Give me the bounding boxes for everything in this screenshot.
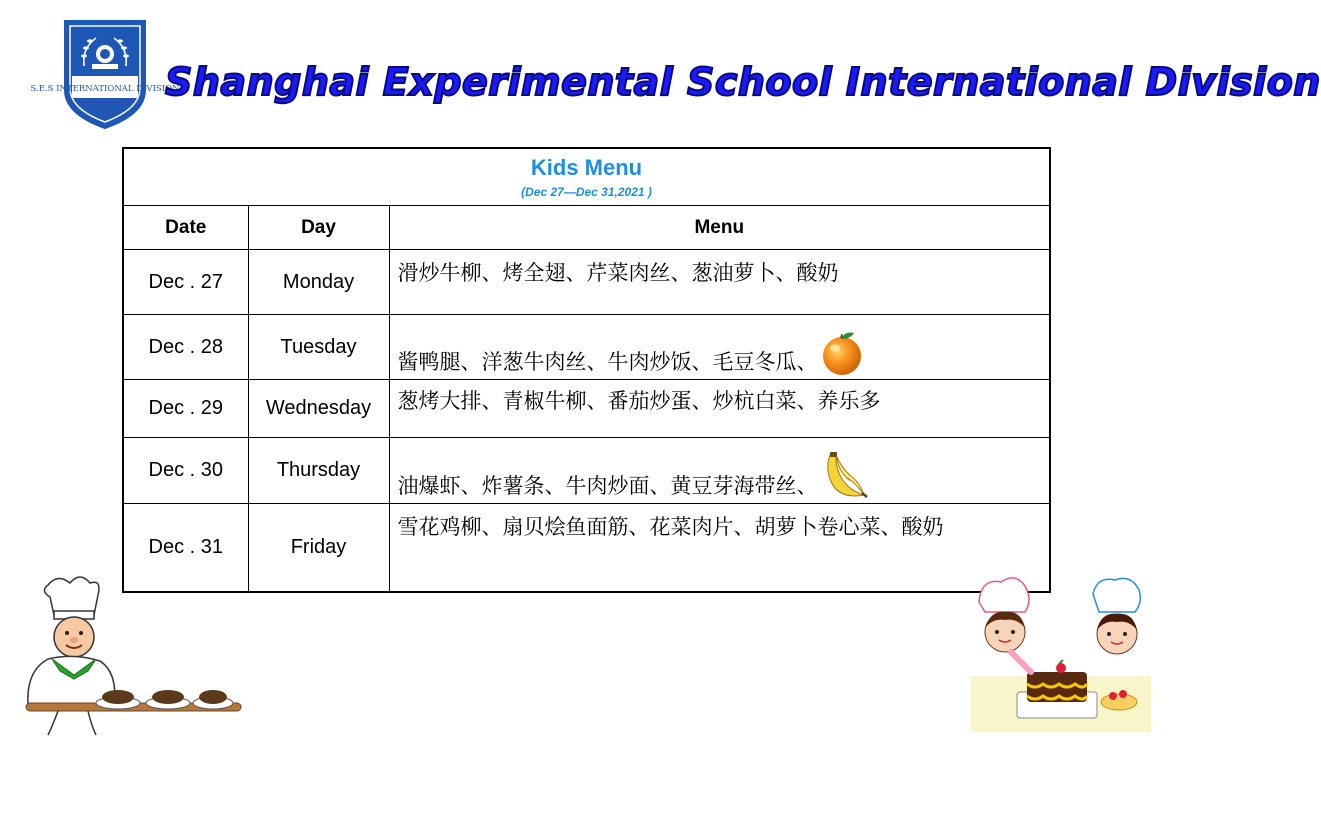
column-header-day: Day: [248, 206, 389, 250]
menu-header-row: [123, 206, 1050, 250]
menu-caption-row: [123, 148, 1050, 206]
school-name-title: Shanghai Experimental School International Division: [165, 60, 1321, 104]
school-logo: [30, 18, 180, 130]
table-row: [123, 438, 1050, 504]
row-date: Dec . 28: [123, 315, 248, 380]
row-date: Dec . 31: [123, 504, 248, 592]
column-header-menu: Menu: [389, 206, 1050, 250]
row-date: Dec . 29: [123, 380, 248, 438]
menu-date-range: (Dec 27—Dec 31,2021 ): [521, 185, 652, 199]
row-day: Friday: [248, 504, 389, 592]
logo-text: S.E.S INTERNATIONAL DIVISION: [30, 84, 180, 94]
banana-icon: [820, 451, 870, 501]
table-row: [123, 504, 1050, 592]
orange-icon: [820, 329, 866, 377]
row-menu: 滑炒牛柳、烤全翅、芹菜肉丝、葱油萝卜、酸奶: [389, 250, 1050, 315]
row-menu-cell: [389, 438, 1050, 504]
table-row: [123, 380, 1050, 438]
column-header-date: Date: [123, 206, 248, 250]
row-day: Monday: [248, 250, 389, 315]
row-date: Dec . 27: [123, 250, 248, 315]
row-menu: 酱鸭腿、洋葱牛肉丝、牛肉炒饭、毛豆冬瓜、: [397, 350, 818, 374]
kids-baking-cake-illustration: [971, 572, 1151, 732]
chef-illustration: [18, 575, 230, 737]
menu-caption: [123, 148, 1050, 206]
row-menu: 雪花鸡柳、扇贝烩鱼面筋、花菜肉片、胡萝卜卷心菜、酸奶: [389, 504, 1050, 592]
row-menu: 葱烤大排、青椒牛柳、番茄炒蛋、炒杭白菜、养乐多: [389, 380, 1050, 438]
table-row: [123, 315, 1050, 380]
row-day: Wednesday: [248, 380, 389, 438]
row-menu: 油爆虾、炸薯条、牛肉炒面、黄豆芽海带丝、: [397, 474, 818, 498]
menu-title: Kids Menu: [530, 155, 643, 180]
row-day: Tuesday: [248, 315, 389, 380]
row-day: Thursday: [248, 438, 389, 504]
kids-menu-table: [122, 147, 1051, 593]
table-row: [123, 250, 1050, 315]
row-date: Dec . 30: [123, 438, 248, 504]
row-menu-cell: [389, 315, 1050, 380]
